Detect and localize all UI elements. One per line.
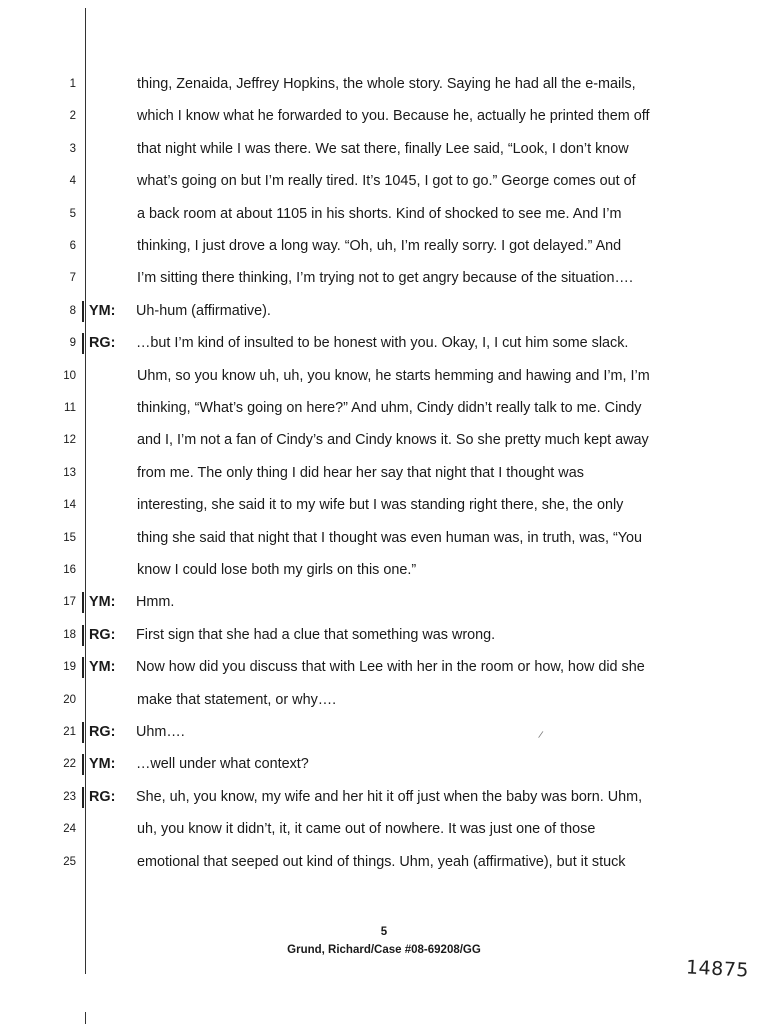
transcript-line	[0, 68, 768, 100]
transcript-line	[0, 748, 768, 780]
page-number: 5	[380, 926, 388, 938]
transcript-line	[0, 133, 768, 165]
transcript-line	[0, 165, 768, 197]
line-text: thing she said that night that I thought was even human was, in truth, was, “You	[137, 529, 643, 546]
line-text: Uh-hum (affirmative).	[136, 302, 271, 319]
line-number: 14	[63, 499, 76, 512]
transcript-line	[0, 230, 768, 262]
line-text: interesting, she said it to my wife but I was standing right there, she, the only	[137, 497, 624, 514]
bottom-margin-tick	[85, 1012, 86, 1024]
speaker-margin-bar	[82, 787, 84, 808]
transcript-line	[0, 100, 768, 132]
line-number: 8	[69, 304, 76, 317]
case-reference: Grund, Richard/Case #08-69208/GG	[287, 944, 481, 956]
transcript-line	[0, 424, 768, 456]
bates-number-handwritten: 14875	[685, 956, 750, 982]
line-text: She, uh, you know, my wife and her hit it off just when the baby was born. Uhm,	[136, 788, 643, 805]
transcript-line	[0, 489, 768, 521]
transcript-line	[0, 360, 768, 392]
line-number: 19	[63, 661, 76, 674]
line-text: thinking, “What’s going on here?” And uhm, Cindy didn’t really talk to me. Cindy	[137, 400, 642, 416]
line-text: Uhm, so you know uh, uh, you know, he starts hemming and hawing and I’m, I’m	[137, 367, 650, 384]
speaker-margin-bar	[82, 592, 84, 613]
line-number: 12	[63, 434, 76, 447]
line-text: and I, I’m not a fan of Cindy’s and Cindy knows it. So she pretty much kept away	[137, 432, 649, 449]
line-text: thing, Zenaida, Jeffrey Hopkins, the whole story. Saying he had all the e-mails,	[137, 76, 636, 92]
line-number: 13	[63, 466, 76, 479]
line-text: …well under what context?	[136, 756, 309, 773]
line-number: 18	[63, 628, 76, 641]
line-text: First sign that she had a clue that something was wrong.	[136, 626, 496, 643]
line-number: 22	[63, 758, 76, 771]
line-number: 24	[63, 823, 76, 836]
line-text: I’m sitting there thinking, I’m trying not to get angry because of the situation….	[137, 270, 633, 287]
transcript-line	[0, 554, 768, 586]
speaker-label: RG:	[89, 788, 116, 805]
line-number: 4	[69, 175, 76, 188]
line-number: 11	[64, 402, 76, 414]
line-text: a back room at about 1105 in his shorts. Kind of shocked to see me. And I’m	[137, 205, 622, 222]
line-number: 20	[63, 693, 76, 706]
line-text: thinking, I just drove a long way. “Oh, uh, I’m really sorry. I got delayed.” And	[137, 238, 622, 254]
line-text: which I know what he forwarded to you. Because he, actually he printed them off	[137, 108, 650, 125]
speaker-label: RG:	[89, 626, 116, 643]
transcript-line	[0, 846, 768, 878]
speaker-margin-bar	[82, 333, 84, 354]
speaker-label: YM:	[89, 756, 116, 773]
line-text: …but I’m kind of insulted to be honest with you. Okay, I, I cut him some slack.	[136, 335, 629, 352]
line-text: what’s going on but I’m really tired. It’s 1045, I got to go.” George comes out of	[137, 173, 636, 190]
transcript-line	[0, 262, 768, 294]
speaker-label: YM:	[89, 594, 116, 611]
transcript-line	[0, 522, 768, 554]
line-text: Hmm.	[136, 594, 175, 611]
line-number: 16	[63, 564, 76, 576]
transcript-line	[0, 813, 768, 845]
line-text: Now how did you discuss that with Lee with her in the room or how, how did she	[136, 659, 645, 676]
line-text: know I could lose both my girls on this one.”	[137, 562, 417, 578]
speaker-margin-bar	[82, 754, 84, 775]
line-number: 3	[69, 142, 76, 155]
speaker-margin-bar	[82, 657, 84, 678]
line-number: 9	[69, 337, 76, 350]
transcript-line	[0, 651, 768, 683]
transcript-line	[0, 684, 768, 716]
line-number: 15	[63, 531, 76, 544]
speaker-label: RG:	[89, 724, 116, 740]
line-text: make that statement, or why….	[137, 691, 337, 708]
speaker-margin-bar	[82, 625, 84, 646]
line-number: 23	[63, 790, 76, 803]
speaker-label: RG:	[89, 335, 116, 352]
speaker-label: YM:	[89, 659, 116, 676]
transcript-line	[0, 392, 768, 424]
transcript-line	[0, 457, 768, 489]
line-number: 10	[63, 369, 76, 382]
speaker-label: YM:	[89, 302, 116, 319]
scan-speck: /	[537, 729, 544, 742]
line-number: 25	[63, 855, 76, 868]
line-text: Uhm….	[136, 724, 185, 740]
transcript-line	[0, 619, 768, 651]
transcript-line	[0, 586, 768, 618]
line-number: 2	[69, 110, 76, 123]
line-number: 5	[69, 207, 76, 220]
transcript-line	[0, 327, 768, 359]
line-text: emotional that seeped out kind of things. Uhm, yeah (affirmative), but it stuck	[137, 853, 626, 870]
line-text: uh, you know it didn’t, it, it came out of nowhere. It was just one of those	[137, 821, 596, 838]
line-number: 6	[69, 240, 76, 252]
speaker-margin-bar	[82, 722, 84, 743]
transcript-line	[0, 781, 768, 813]
line-text: that night while I was there. We sat there, finally Lee said, “Look, I don’t know	[137, 140, 629, 157]
transcript-line	[0, 198, 768, 230]
line-number: 1	[69, 78, 76, 90]
line-number: 21	[63, 726, 76, 738]
line-number: 7	[69, 272, 76, 285]
transcript-line	[0, 716, 768, 748]
line-number: 17	[63, 596, 76, 609]
line-text: from me. The only thing I did hear her say that night that I thought was	[137, 464, 584, 481]
speaker-margin-bar	[82, 301, 84, 322]
transcript-line	[0, 295, 768, 327]
